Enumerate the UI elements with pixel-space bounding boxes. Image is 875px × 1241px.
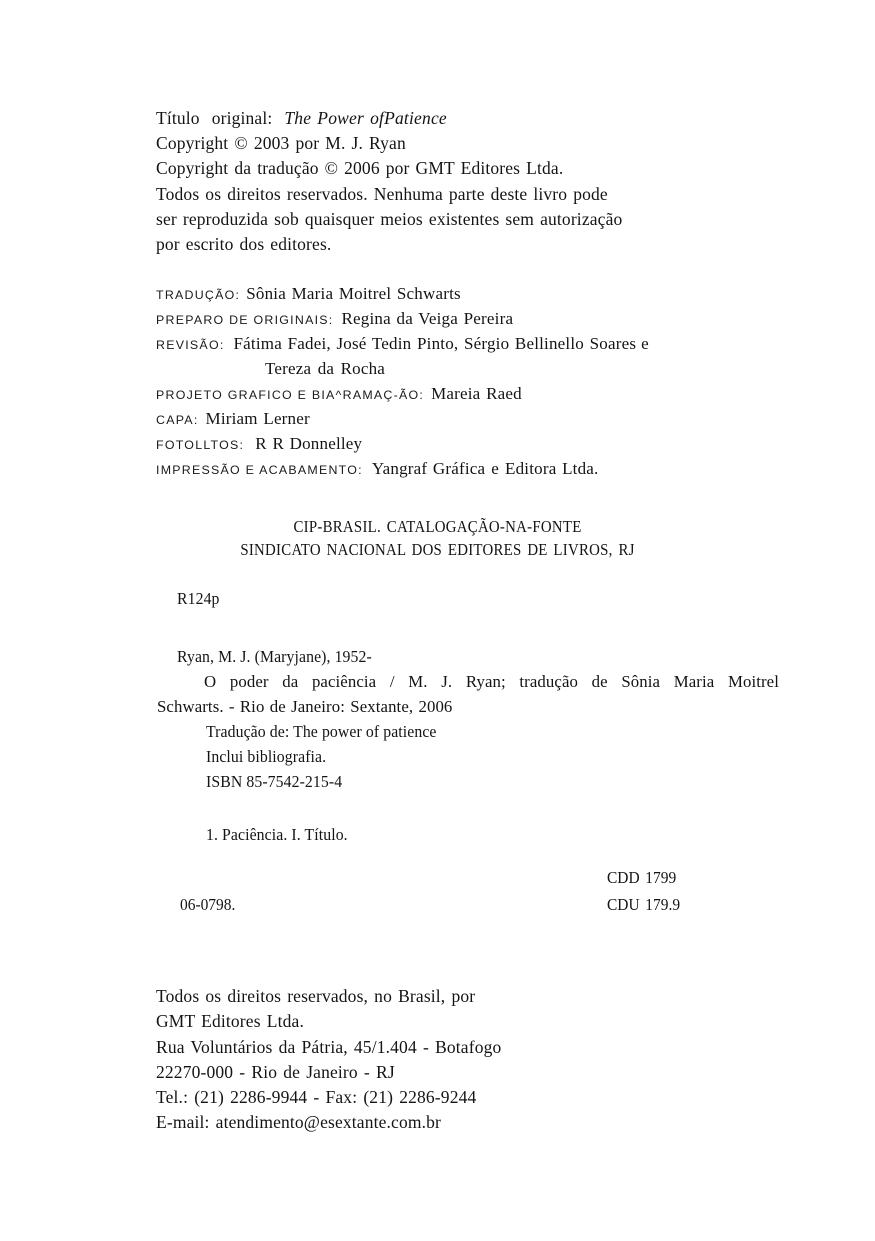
credit-label-traducao: TRADUÇÃO: [156,288,241,302]
cip-isbn: ISBN 85-7542-215-4 [206,772,343,791]
credit-row-fotolitos [156,431,649,456]
credit-value-capa: Miriam Lerner [205,409,310,428]
credit-label-impressao: IMPRESSÃO E ACABAMENTO: [156,463,363,477]
original-title-line [156,106,622,131]
address-phone-fax: Tel.: (21) 2286-9944 - Fax: (21) 2286-9244 [156,1087,477,1108]
rights-line-3: por escrito dos editores. [156,234,332,255]
cip-author-line: Ryan, M. J. (Maryjane), 1952- [177,647,372,666]
credit-conjunction-revisao: e [641,334,649,353]
cip-heading-line-2: SINDICATO NACIONAL DOS EDITORES DE LIVROS, RJ [240,540,635,559]
credit-value-revisao: Fátima Fadei, José Tedin Pinto, Sérgio Bellinello Soares [233,334,637,353]
cip-subject-heading: 1. Paciência. I. Título. [206,825,348,844]
credit-row-preparo [156,306,649,331]
credit-row-impressao [156,456,649,481]
cip-title-line-2: Schwarts. - Rio de Janeiro: Sextante, 2006 [157,697,453,716]
copyright-block [156,106,622,257]
credit-label-preparo: PREPARO DE ORIGINAIS: [156,313,334,327]
rights-line-2: ser reproduzida sob quaisquer meios existentes sem autorização [156,208,623,229]
credit-label-revisao: REVISÃO: [156,338,225,352]
publisher-address-block [156,984,501,1136]
cip-heading-line-1: CIP-BRASIL. CATALOGAÇÃO-NA-FONTE [293,517,582,536]
credit-row-revisao [156,331,649,356]
credit-value-traducao: Sônia Maria Moitrel Schwarts [246,284,461,303]
cip-cdu: CDU 179.9 [607,895,681,914]
address-line-1: Todos os direitos reservados, no Brasil, por [156,986,476,1006]
address-email: E-mail: atendimento@esextante.com.br [156,1112,442,1133]
cip-cdd: CDD 1799 [607,868,677,887]
cip-record-number: 06-0798. [180,895,236,914]
copyright-line-1: Copyright © 2003 por M. J. Ryan [156,133,406,154]
address-line-3: Rua Voluntários da Pátria, 45/1.404 - Botafogo [156,1036,502,1057]
cip-record-block [157,586,779,847]
credit-value-projeto: Mareia Raed [431,384,522,403]
cip-title-line-1: O poder da paciência / M. J. Ryan; tradução de Sônia Maria Moitrel [204,672,779,691]
credit-label-projeto: PROJETO GRAFICO E BIA^RAMAÇ-ÃO: [156,388,425,402]
cip-note-translation: Tradução de: The power of patience [206,722,437,741]
credit-row-projeto [156,381,649,406]
credit-label-fotolitos: FOTOLLTOS: [156,438,245,452]
copyright-line-2: Copyright da tradução © 2006 por GMT Editores Ltda. [156,158,564,179]
address-line-2: GMT Editores Ltda. [156,1011,304,1032]
credit-row-capa [156,406,649,431]
cip-call-number: R124p [177,589,220,608]
credit-value-preparo: Regina da Veiga Pereira [341,309,514,328]
original-title-value: The Power ofPatience [284,108,447,128]
cip-note-bibliography: Inclui bibliografia. [206,747,327,766]
credit-label-capa: CAPA: [156,413,199,427]
credit-value-fotolitos: R R Donnelley [255,434,363,453]
credit-value-impressao-1: Yangraf Gráfica [371,459,486,478]
address-line-4: 22270-000 - Rio de Janeiro - RJ [156,1061,395,1082]
cip-heading-block [0,515,875,561]
credit-value-revisao-cont: Tereza da Rocha [265,359,386,378]
credits-block [156,281,649,481]
original-title-label: Título original: [156,108,273,128]
credit-conjunction-impressao: e [491,459,500,478]
rights-line-1: Todos os direitos reservados. Nenhuma parte deste livro pode [156,183,608,204]
credit-value-impressao-2: Editora Ltda. [505,459,599,478]
credit-row-traducao [156,281,649,306]
